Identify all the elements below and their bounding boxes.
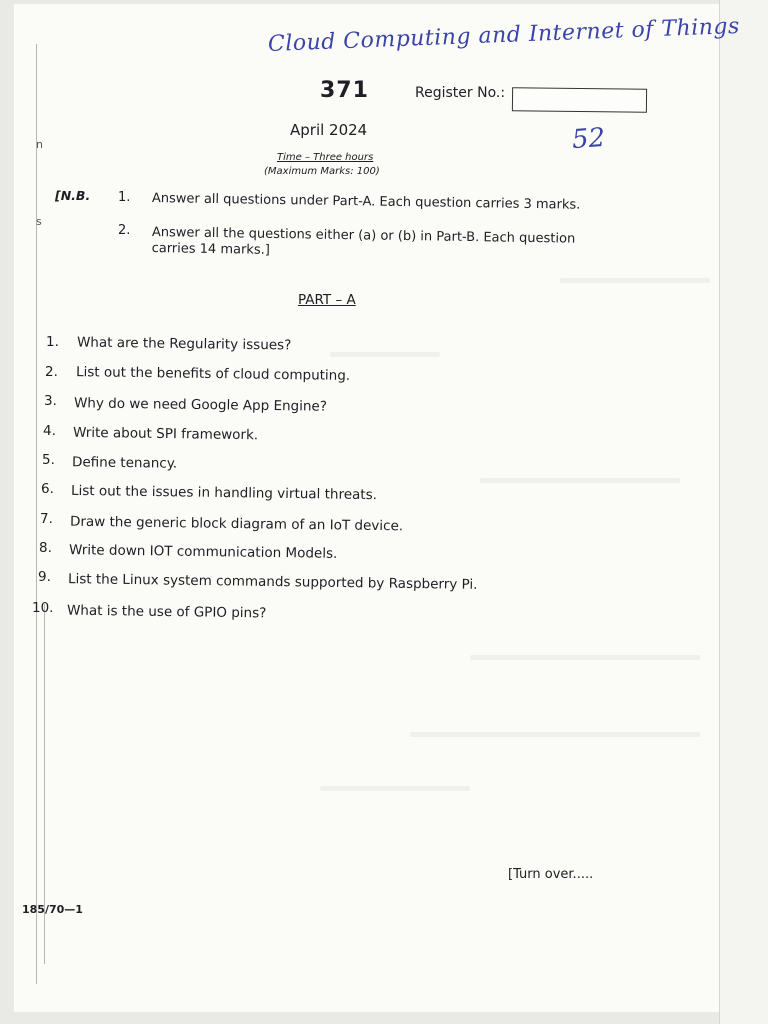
margin-fragment: n [36, 138, 43, 151]
question-number: 6. [41, 481, 54, 497]
instruction-number: 2. [118, 223, 131, 238]
register-number-box[interactable] [512, 87, 647, 112]
question-text: Write about SPI framework. [72, 424, 259, 444]
sheet-code: 185/70—1 [22, 903, 83, 916]
question-text: Why do we need Google App Engine? [73, 395, 328, 415]
question-number: 10. [32, 600, 54, 616]
question-number: 2. [45, 364, 58, 380]
bleed-through-mark [470, 655, 700, 660]
bleed-through-mark [320, 786, 470, 791]
bleed-through-mark [330, 352, 440, 357]
turn-over-note: [Turn over..... [508, 867, 594, 882]
handwritten-marks: 52 [570, 122, 607, 156]
instruction-number: 1. [118, 190, 131, 205]
question-number: 5. [42, 452, 55, 468]
question-number: 1. [46, 334, 59, 350]
instruction-text: Answer all questions under Part-A. Each question carries 3 marks. [151, 191, 581, 213]
nb-label: [N.B. [55, 188, 91, 203]
question-text: What are the Regularity issues? [76, 334, 292, 354]
question-text: List out the issues in handling virtual threats. [70, 482, 378, 504]
question-text: What is the use of GPIO pins? [66, 602, 267, 622]
question-number: 7. [40, 511, 53, 527]
exam-date: April 2024 [290, 121, 368, 139]
paper-code: 371 [320, 78, 369, 103]
question-text: Define tenancy. [71, 454, 178, 472]
underlying-page-edge [719, 0, 768, 1024]
handwritten-subject-title: Cloud Computing and Internet of Things [267, 13, 741, 57]
question-text: List the Linux system commands supported by Raspberry Pi. [67, 571, 478, 593]
exam-duration: Time – Three hours [277, 152, 374, 163]
question-text: Draw the generic block diagram of an IoT device. [69, 513, 404, 535]
register-label: Register No.: [415, 85, 506, 101]
bleed-through-mark [560, 278, 710, 283]
question-number: 8. [39, 540, 52, 556]
instruction-text: Answer all the questions either (a) or (b) in Part-B. Each question carries 14 marks.] [151, 225, 576, 258]
question-number: 3. [44, 393, 57, 409]
margin-fragment: s [36, 215, 42, 228]
bleed-through-mark [410, 732, 700, 737]
bleed-through-mark [480, 478, 680, 483]
part-a-heading: PART – A [298, 292, 356, 308]
left-margin-line [36, 44, 37, 984]
question-number: 9. [38, 569, 51, 585]
question-text: Write down IOT communication Models. [68, 542, 338, 562]
question-text: List out the benefits of cloud computing. [75, 364, 351, 384]
question-number: 4. [43, 423, 56, 439]
maximum-marks: (Maximum Marks: 100) [264, 166, 380, 177]
